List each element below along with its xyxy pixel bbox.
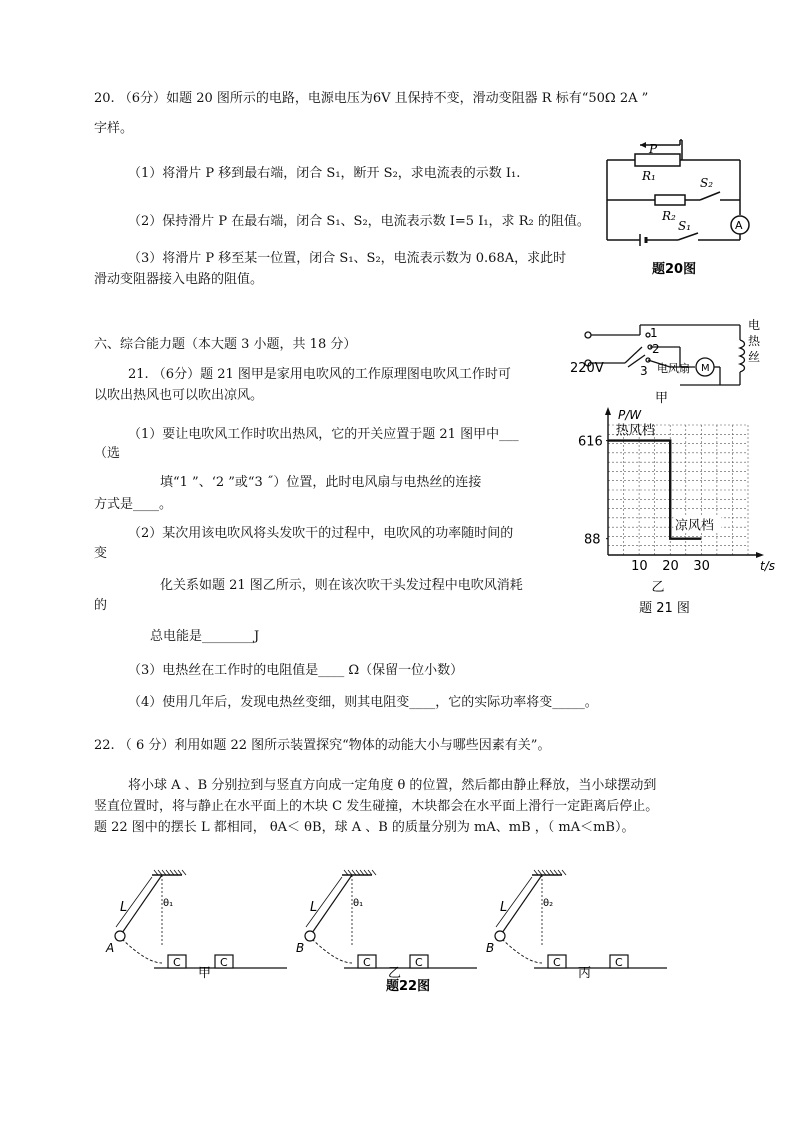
hatch [162,870,166,875]
hatch [542,870,546,875]
ball [495,931,505,941]
hatch [546,870,550,875]
annotation-cool-air: 凉风档 [674,518,714,534]
label-block: C [553,956,561,969]
q21-part1-line4: 方式是____。 [94,497,173,512]
q21-part2-line1: （2）某次用该电吹风将头发吹干的过程中，电吹风的功率随时间的 [128,526,514,541]
q21-part1-line2: （选 [94,446,121,461]
pendulum-panel [105,870,287,981]
q21-part4: （4）使用几年后，发现电热丝变细，则其电阻变____，它的实际功率将变_____。 [128,695,598,710]
ball [305,931,315,941]
q21-figure-caption: 题 21 图 [639,601,690,616]
label-block: C [220,956,228,969]
q22-stem: 22. （ 6 分）利用如题 22 图所示装置探究“物体的动能大小与哪些因素有关”。 [94,738,551,753]
y-tick-label: 88 [584,532,601,548]
hatch [174,870,178,875]
q20-part3-line2: 滑动变阻器接入电路的阻值。 [94,272,264,287]
label-ball: B [486,941,495,955]
hatch [538,870,542,875]
q21-part2-line2: 变 [94,546,108,561]
q20-part2: （2）保持滑片 P 在最右端，闭合 S₁、S₂，电流表示数 I=5 I₁，求 R₂ 的阻值。 [128,214,590,229]
hatch [360,870,364,875]
section6-heading: 六、综合能力题（本大题 3 小题，共 18 分） [94,337,357,352]
label-angle: θ₁ [353,898,364,909]
hatch [554,870,558,875]
q20-part3-line1: （3）将滑片 P 移至某一位置，闭合 S₁、S₂，电流表示数为 0.68A，求此时 [128,251,567,266]
x-tick-label: 10 [631,559,648,574]
label-block: C [415,956,423,969]
x-tick-label: 30 [693,559,710,574]
hatch [182,870,186,875]
q21-part3: （3）电热丝在工作时的电阻值是____ Ω（保留一位小数） [128,663,464,678]
label-heater-1: 电 [748,318,761,332]
ball [115,931,125,941]
label-angle: θ₁ [163,898,174,909]
q21-figure-b-caption: 乙 [651,580,665,595]
label-block: C [615,956,623,969]
y-axis-label: P/W [618,408,642,422]
label-r1: R₁ [642,169,656,183]
pendulum-panel [296,870,477,981]
x-axis-label: t/s [760,559,775,573]
pendulum-string [312,875,352,933]
label-block: C [173,956,181,969]
q22-body-line2: 竖直位置时，将与静止在水平面上的木块 C 发生碰撞，木块都会在水平面上滑行一定距离后停止。 [94,799,659,814]
panel-caption: 甲 [198,966,212,981]
label-ball: B [296,941,305,955]
q20-stem-line1: 20. （6分）如题 20 图所示的电路，电源电压为6V 且保持不变，滑动变阻器 R 标有“50Ω 2A ” [94,91,649,106]
hatch [344,870,348,875]
y-axis-arrow [605,407,611,415]
q20-part1: （1）将滑片 P 移到最右端，闭合 S₁，断开 S₂，求电流表的示数 I₁. [128,166,521,181]
q21-figure-a-caption: 甲 [655,391,669,406]
hatch [372,870,376,875]
label-motor: M [701,363,710,374]
label-s2: S₂ [700,176,714,190]
q22-pendulum-figure [100,855,700,995]
swing-arc [312,939,352,963]
hatch [534,870,538,875]
pendulum-panel [486,870,667,981]
hatch [356,870,360,875]
label-r2: R₂ [662,209,676,223]
hatch [158,870,162,875]
label-heater-3: 丝 [748,350,761,364]
label-p: P [649,142,658,156]
hatch [166,870,170,875]
hatch [352,870,356,875]
annotation-hot-air: 热风档 [615,423,655,439]
power-time-chart [570,405,775,616]
q21-stem-line2: 以吹出热风也可以吹出凉风。 [94,388,264,403]
swing-arc [122,939,162,963]
pendulum-string [502,875,542,933]
hatch [348,870,352,875]
q22-body-line3: 题 22 图中的摆长 L 都相同， θA＜ θB，球 A 、B 的质量分别为 mA、mB ，（ mA＜mB）。 [94,820,635,835]
hatch [154,870,158,875]
q20-stem-line2: 字样。 [94,121,134,136]
label-s1: S₁ [678,219,692,233]
x-tick-label: 20 [662,559,679,574]
label-l: L [500,900,508,915]
label-pos-2: 2 [652,342,660,356]
pendulum-string [122,875,162,933]
x-axis-arrow [756,552,764,558]
label-pos-3: 3 [640,364,648,378]
q21-stem-line1: 21. （6分）题 21 图甲是家用电吹风的工作原理图电吹风工作时可 [128,367,511,382]
panel-caption: 乙 [388,966,402,981]
hatch [170,870,174,875]
label-fan: 电风扇 [657,362,690,375]
q21-part1-line1: （1）要让电吹风工作时吹出热风，它的开关应置于题 21 图甲中___ [128,427,519,442]
panel-caption: 丙 [578,966,592,981]
hatch [562,870,566,875]
label-pos-1: 1 [650,326,658,340]
q20-figure-caption: 题20图 [652,262,697,277]
q21-part1-line3: 填“1 ”、‘2 ”或“3 ˝）位置，此时电风扇与电热丝的连接 [160,475,482,490]
label-ammeter: A [735,219,743,232]
swing-arc [502,939,542,963]
label-angle: θ₂ [543,898,554,909]
q21-circuit-figure [570,315,770,405]
label-block: C [363,956,371,969]
label-l: L [310,900,318,915]
hatch [364,870,368,875]
q22-figure-caption: 题22图 [386,979,431,994]
hatch [550,870,554,875]
chart-grid [608,425,748,555]
hatch [558,870,562,875]
q21-part2-line3: 化关系如题 21 图乙所示，则在该次吹干头发过程中电吹风消耗 [160,578,523,593]
label-220v: 220V [570,361,604,376]
y-tick-label: 616 [578,434,603,450]
label-heater-2: 热 [748,334,761,348]
label-ball: A [106,941,115,955]
q22-body-line1: 将小球 A 、B 分别拉到与竖直方向成一定角度 θ 的位置，然后都由静止释放，当小球摆动到 [128,778,657,793]
label-l: L [120,900,128,915]
q20-circuit-figure [600,140,760,280]
hatch [178,870,182,875]
q21-part2-line4: 的 [94,598,108,613]
hatch [368,870,372,875]
q21-part2-line5: 总电能是________J [150,629,260,644]
